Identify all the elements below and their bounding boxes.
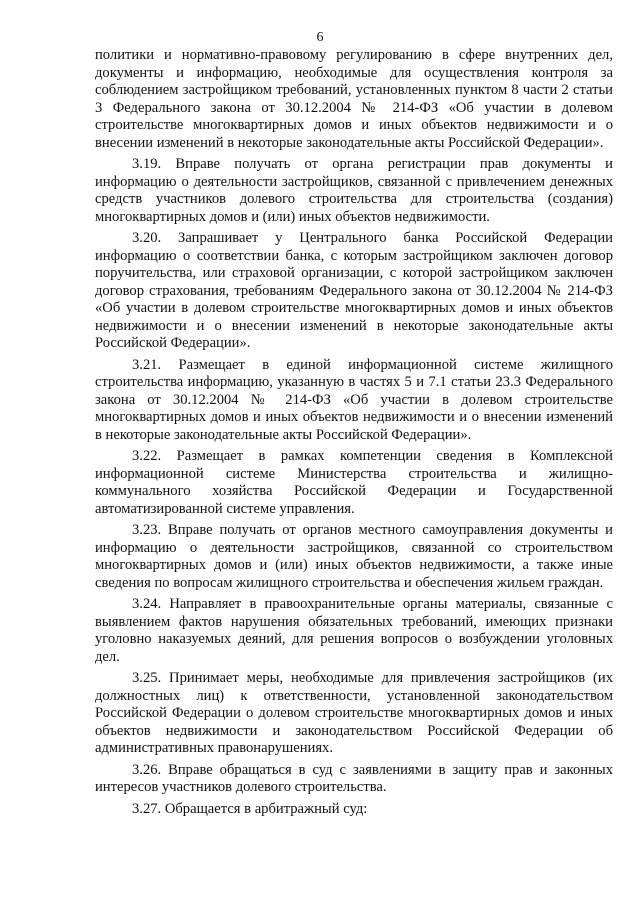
paragraph-continuation: политики и нормативно-правовому регулированию в сфере внутренних дел, документы и информацию, необходимые для осуществления контроля за соблюдением застройщиком требований, установленных пунктом 8 части 2 статьи 3 Федерального закона от 30.12.2004 № 214-ФЗ «Об участии в долевом строительстве многоквартирных домов и иных объектов недвижимости и о внесении изменений в некоторые законодательные акты Российской Федерации». [95,47,613,151]
paragraph-3-23: 3.23. Вправе получать от органов местного самоуправления документы и информацию о деятельности застройщиков, связанной со строительством многоквартирных домов и (или) иных объектов недвижимости, а также иные сведения по вопросам жилищного строительства и обеспечения жильем граждан. [95,522,613,591]
page-number: 6 [316,30,324,45]
paragraph-3-25: 3.25. Принимает меры, необходимые для привлечения застройщиков (их должностных лиц) к ответственности, установленной законодательством Российской Федерации о долевом строительстве многоквартирных домов и иных объектов недвижимости и законодательством Российской Федерации об административных правонарушениях. [95,670,613,756]
document-body [95,47,613,822]
paragraph-3-19: 3.19. Вправе получать от органа регистрации прав документы и информацию о деятельности застройщиков, связанной с привлечением денежных средств участников долевого строительства для строительства (создания) многоквартирных домов и (или) иных объектов недвижимости. [95,156,613,225]
paragraph-3-20: 3.20. Запрашивает у Центрального банка Российской Федерации информацию о соответствии банка, с которым застройщиком заключен договор поручительства, или страховой организации, с которой застройщиком заключен договор страхования, требованиям Федерального закона от 30.12.2004 № 214-ФЗ «Об участии в долевом строительстве многоквартирных домов и иных объектов недвижимости и о внесении изменений в некоторые законодательные акты Российской Федерации». [95,230,613,351]
paragraph-3-26: 3.26. Вправе обращаться в суд с заявлениями в защиту прав и законных интересов участников долевого строительства. [95,761,613,795]
paragraph-3-27: 3.27. Обращается в арбитражный суд: [132,800,368,817]
paragraph-3-24: 3.24. Направляет в правоохранительные органы материалы, связанные с выявлением фактов нарушения обязательных требований, имеющих признаки уголовно наказуемых деяний, для решения вопросов о возбуждении уголовных дел. [95,596,613,665]
paragraph-3-21: 3.21. Размещает в единой информационной системе жилищного строительства информацию, указанную в частях 5 и 7.1 статьи 23.3 Федерального закона от 30.12.2004 № 214-ФЗ «Об участии в долевом строительстве многоквартирных домов и иных объектов недвижимости и о внесении изменений в некоторые законодательные акты Российской Федерации». [95,356,613,443]
paragraph-3-22: 3.22. Размещает в рамках компетенции сведения в Комплексной информационной системе Министерства строительства и жилищно-коммунального хозяйства Российской Федерации и Государственной автоматизированной системе управления. [95,448,613,517]
